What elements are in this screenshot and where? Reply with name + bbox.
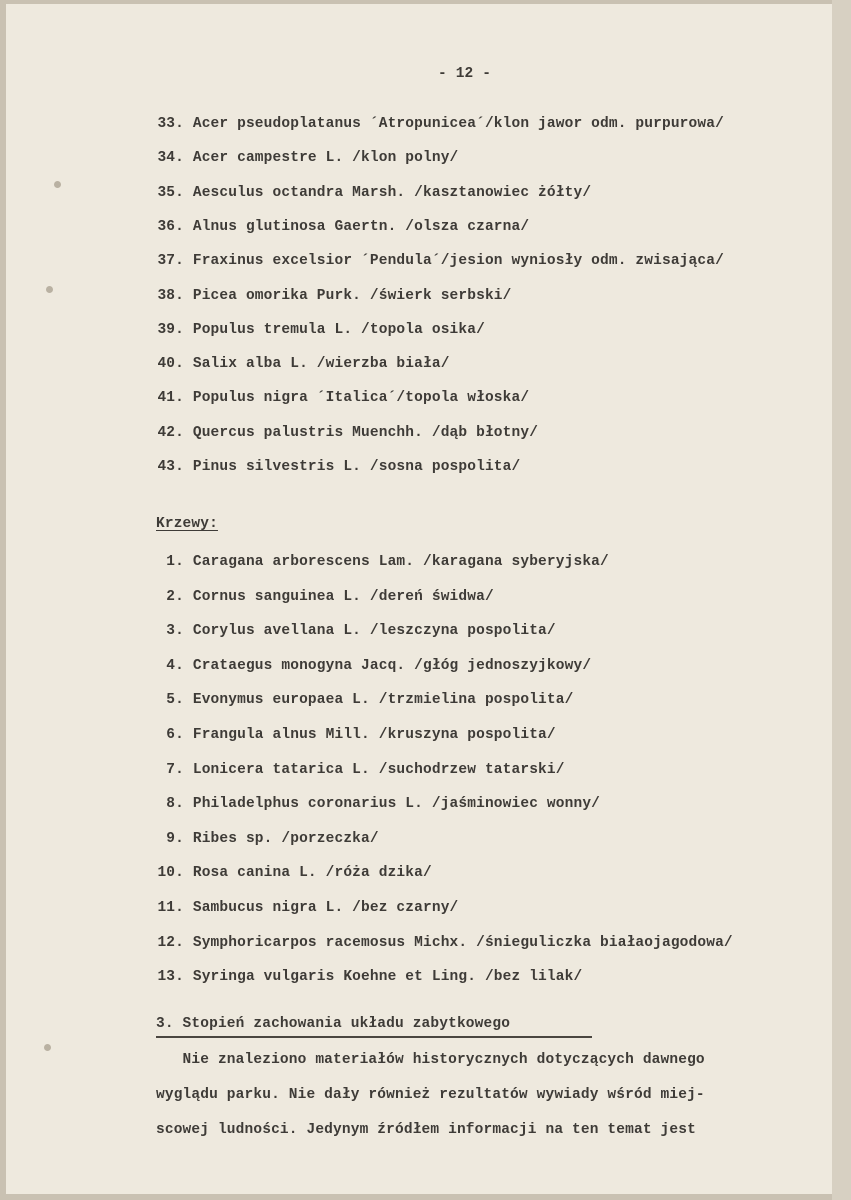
item-text: Acer pseudoplatanus ´Atropunicea´/klon jawor odm. purpurowa/: [184, 116, 724, 132]
item-number: 6.: [166, 727, 184, 743]
list-item: [150, 762, 565, 778]
item-text: Ribes sp. /porzeczka/: [184, 830, 379, 847]
item-text: Rosa canina L. /róża dzika/: [184, 865, 432, 882]
shrubs-heading: Krzewy:: [156, 516, 218, 532]
list-item: [150, 150, 458, 166]
section-underline: [156, 1036, 592, 1038]
item-number: 40.: [157, 356, 184, 373]
item-number: 7.: [166, 761, 184, 778]
item-number: 38.: [157, 287, 184, 304]
item-number: 13.: [157, 969, 184, 986]
item-number: 41.: [157, 390, 184, 407]
page-edge: [832, 0, 851, 1200]
punch-hole: [54, 181, 61, 188]
item-text: Evonymus europaea L. /trzmielina pospolita/: [184, 692, 574, 709]
item-text: Caragana arborescens Lam. /karagana syberyjska/: [184, 554, 609, 570]
item-number: 43.: [157, 459, 184, 475]
item-text: Syringa vulgaris Koehne et Ling. /bez lilak/: [184, 969, 583, 986]
paragraph-line: wyglądu parku. Nie dały również rezultatów wywiady wśród miej-: [156, 1087, 705, 1103]
item-number: 34.: [157, 150, 184, 167]
paragraph-line: scowej ludności. Jedynym źródłem informacji na ten temat jest: [156, 1122, 696, 1138]
item-number: 3.: [166, 623, 184, 640]
list-item: [150, 459, 520, 475]
list-item: [150, 253, 724, 269]
item-text: Aesculus octandra Marsh. /kasztanowiec żółty/: [184, 184, 592, 201]
section-title: 3. Stopień zachowania układu zabytkowego: [156, 1016, 511, 1032]
punch-hole: [44, 1044, 51, 1051]
item-text: Pinus silvestris L. /sosna pospolita/: [184, 459, 521, 475]
punch-hole: [46, 286, 53, 293]
item-text: Fraxinus excelsior ´Pendula´/jesion wyniosły odm. zwisająca/: [184, 253, 724, 270]
list-item: [150, 900, 458, 916]
item-number: 8.: [166, 796, 184, 813]
item-text: Crataegus monogyna Jacq. /głóg jednoszyjkowy/: [184, 657, 592, 674]
item-text: Cornus sanguinea L. /dereń świdwa/: [184, 588, 494, 605]
item-text: Acer campestre L. /klon polny/: [184, 150, 459, 167]
item-number: 35.: [157, 184, 184, 201]
list-item: [150, 796, 600, 812]
page-number: - 12 -: [438, 66, 492, 82]
item-text: Picea omorika Purk. /świerk serbski/: [184, 287, 512, 304]
list-item: [150, 288, 512, 304]
item-number: 36.: [157, 218, 184, 235]
list-item: [150, 658, 591, 674]
list-item: [150, 865, 432, 881]
item-number: 33.: [157, 116, 184, 132]
list-item: [150, 969, 582, 985]
item-number: 2.: [166, 588, 184, 605]
list-item: [150, 623, 556, 639]
list-item: [150, 831, 379, 847]
list-item: [150, 692, 573, 708]
item-text: Alnus glutinosa Gaertn. /olsza czarna/: [184, 218, 530, 235]
list-item: [150, 356, 450, 372]
item-number: 9.: [166, 830, 184, 847]
list-item: [150, 322, 485, 338]
document-page: [6, 4, 832, 1194]
list-item: [150, 727, 556, 743]
item-text: Symphoricarpos racemosus Michx. /śnieguliczka białaojagodowa/: [184, 934, 733, 951]
list-item: [150, 589, 494, 605]
item-text: Populus nigra ´Italica´/topola włoska/: [184, 390, 530, 407]
item-number: 5.: [166, 692, 184, 709]
list-item: [150, 219, 529, 235]
item-number: 10.: [157, 865, 184, 882]
paragraph-line: Nie znaleziono materiałów historycznych dotyczących dawnego: [156, 1052, 705, 1068]
item-text: Populus tremula L. /topola osika/: [184, 321, 485, 338]
list-item: [150, 185, 591, 201]
list-item: [150, 554, 609, 570]
list-item: [150, 935, 733, 951]
item-number: 12.: [157, 934, 184, 951]
list-item: [150, 425, 538, 441]
item-text: Corylus avellana L. /leszczyna pospolita/: [184, 623, 556, 640]
item-number: 11.: [157, 900, 184, 916]
item-number: 39.: [157, 321, 184, 338]
item-text: Sambucus nigra L. /bez czarny/: [184, 900, 459, 916]
item-number: 1.: [166, 554, 184, 570]
item-number: 42.: [157, 424, 184, 441]
item-number: 4.: [166, 657, 184, 674]
item-text: Frangula alnus Mill. /kruszyna pospolita/: [184, 727, 556, 743]
list-item: [150, 116, 724, 132]
item-text: Salix alba L. /wierzba biała/: [184, 356, 450, 373]
list-item: [150, 390, 529, 406]
item-text: Lonicera tatarica L. /suchodrzew tatarski/: [184, 761, 565, 778]
item-text: Quercus palustris Muenchh. /dąb błotny/: [184, 424, 539, 441]
item-text: Philadelphus coronarius L. /jaśminowiec wonny/: [184, 796, 601, 813]
item-number: 37.: [157, 253, 184, 270]
